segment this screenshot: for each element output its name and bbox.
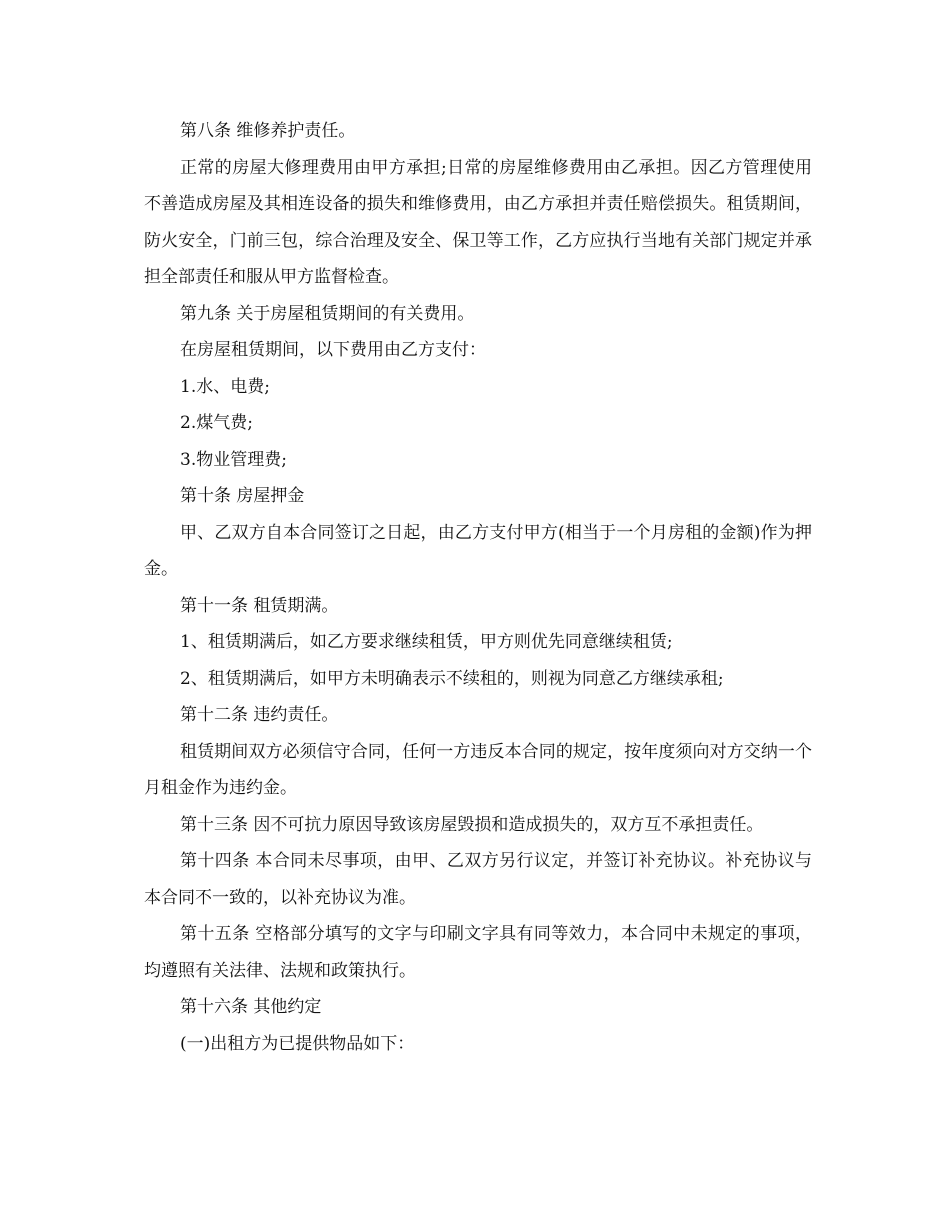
article-15-text: 第十五条 空格部分填写的文字与印刷文字具有同等效力，本合同中未规定的事项，均遵照有关法律、法规和政策执行。 — [144, 924, 812, 981]
article-10-heading: 第十条 房屋押金 — [180, 486, 305, 506]
document-body — [144, 113, 812, 1062]
article-16-item-1: (一)出租方为已提供物品如下： — [180, 1033, 415, 1054]
article-9-heading: 第九条 关于房屋租赁期间的有关费用。 — [180, 303, 475, 324]
article-13-text: 第十三条 因不可抗力原因导致该房屋毁损和造成损失的，双方互不承担责任。 — [180, 814, 764, 835]
article-10-text: 甲、乙双方自本合同签订之日起，由乙方支付甲方(相当于一个月房租的金额)作为押金。 — [144, 522, 812, 579]
article-8-heading: 第八条 维修养护责任。 — [180, 121, 356, 141]
article-11-heading: 第十一条 租赁期满。 — [180, 595, 339, 616]
article-8-text: 正常的房屋大修理费用由甲方承担;日常的房屋维修费用由乙承担。因乙方管理使用不善造成房屋及其相连设备的损失和维修费用，由乙方承担并责任赔偿损失。租赁期间，防火安全，门前三包，综合治理及安全、保卫等工作，乙方应执行当地有关部门规定并承担全部责任和服从甲方监督检查。 — [144, 157, 812, 287]
list-item: 1、租赁期满后，如乙方要求继续租赁，甲方则优先同意继续租赁; — [180, 632, 673, 652]
list-item: 2.煤气费; — [180, 413, 253, 433]
article-12-heading: 第十二条 违约责任。 — [180, 705, 339, 725]
article-14-text: 第十四条 本合同未尽事项，由甲、乙双方另行议定，并签订补充协议。补充协议与本合同不一致的，以补充协议为准。 — [144, 851, 812, 908]
article-12-text: 租赁期间双方必须信守合同，任何一方违反本合同的规定，按年度须向对方交纳一个月租金作为违约金。 — [144, 741, 812, 798]
list-item: 3.物业管理费; — [180, 449, 287, 470]
article-16-heading: 第十六条 其他约定 — [180, 997, 322, 1017]
article-9-intro: 在房屋租赁期间，以下费用由乙方支付： — [180, 340, 486, 360]
list-item: 1.水、电费; — [180, 376, 270, 397]
list-item: 2、租赁期满后，如甲方未明确表示不续租的，则视为同意乙方继续承租; — [180, 668, 724, 689]
